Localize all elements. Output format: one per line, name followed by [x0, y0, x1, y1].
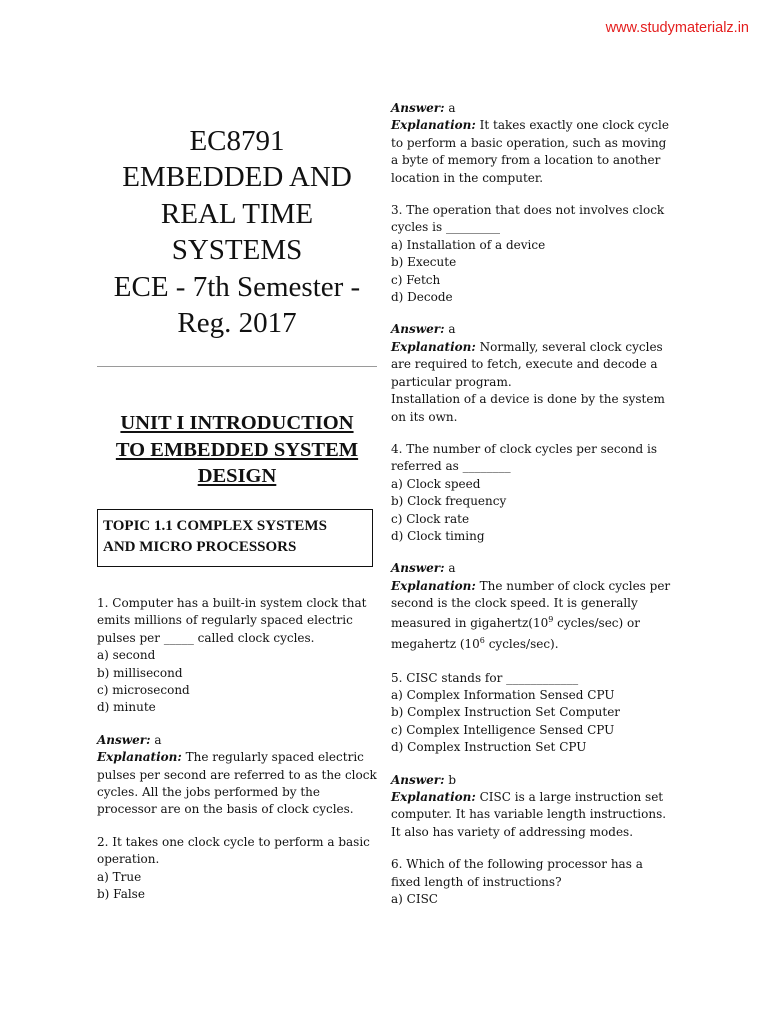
option: b) Complex Instruction Set Computer [391, 705, 621, 720]
option: a) Clock speed [391, 476, 481, 491]
exponent: 9 [548, 614, 554, 624]
explanation-text: It also has variety of addressing modes. [391, 824, 634, 839]
option: c) Fetch [391, 272, 441, 287]
answer-1 [97, 732, 377, 819]
topic-line: TOPIC 1.1 COMPLEX SYSTEMS [103, 517, 327, 534]
explanation-text: CISC is a large instruction set [479, 790, 664, 804]
explanation-text: location in the computer. [391, 170, 544, 185]
right-column [391, 100, 681, 908]
question-6 [391, 856, 681, 908]
explanation-text: The number of clock cycles per [479, 578, 671, 593]
explanation-text: The regularly spaced electric [185, 750, 364, 765]
answer-label: Answer: [391, 561, 445, 576]
question-text: 6. Which of the following processor has a [391, 857, 643, 872]
answer-label: Answer: [391, 772, 445, 787]
exponent: 6 [479, 635, 485, 645]
answer-3 [391, 321, 681, 425]
question-text: 2. It takes one clock cycle to perform a basic [97, 834, 370, 849]
question-text: emits millions of regularly spaced electric [97, 613, 353, 628]
answer-4 [391, 560, 681, 654]
answer-value: a [154, 732, 162, 747]
title-line: ECE - 7th Semester - [113, 270, 361, 303]
divider [97, 366, 377, 367]
explanation-label: Explanation: [391, 118, 476, 133]
question-4 [391, 441, 681, 545]
explanation-fragment: megahertz (10 [391, 636, 480, 651]
option: d) Decode [391, 290, 453, 305]
explanation-text: computer. It has variable length instructions. [391, 807, 667, 822]
unit-heading-line: UNIT I INTRODUCTION [120, 412, 354, 435]
option: a) Complex Information Sensed CPU [391, 687, 615, 702]
explanation-label: Explanation: [391, 790, 476, 804]
explanation-text: It takes exactly one clock cycle [479, 118, 669, 133]
option: c) microsecond [97, 682, 190, 697]
explanation-text [391, 613, 681, 634]
question-text: 5. CISC stands for ____________ [391, 670, 579, 685]
question-5 [391, 670, 681, 757]
answer-5 [391, 772, 681, 842]
answer-value: a [448, 101, 456, 115]
option: d) Clock timing [391, 528, 485, 543]
option: b) millisecond [97, 665, 183, 680]
option: c) Clock rate [391, 511, 470, 526]
explanation-text [391, 634, 681, 655]
answer-label: Answer: [391, 101, 445, 115]
explanation-fragment: measured in gigahertz(10 [391, 615, 549, 630]
explanation-fragment: cycles/sec). [484, 636, 559, 651]
explanation-label: Explanation: [97, 750, 182, 765]
question-3 [391, 202, 681, 306]
option: b) Clock frequency [391, 494, 507, 509]
explanation-text: Normally, several clock cycles [479, 339, 663, 354]
question-2 [97, 834, 377, 904]
option: b) False [97, 887, 145, 902]
option: c) Complex Intelligence Sensed CPU [391, 722, 615, 737]
title-line: EC8791 [189, 125, 285, 157]
question-1 [97, 595, 377, 717]
title-line: REAL TIME [160, 197, 314, 230]
explanation-text: Installation of a device is done by the system [391, 392, 665, 407]
question-text: fixed length of instructions? [391, 874, 562, 889]
answer-value: a [448, 322, 456, 337]
question-text: pulses per _____ called clock cycles. [97, 630, 315, 645]
site-url[interactable]: www.studymaterialz.in [605, 20, 749, 36]
title-line: Reg. 2017 [177, 307, 297, 340]
question-text: referred as ________ [391, 459, 511, 474]
explanation-text: to perform a basic operation, such as moving [391, 135, 667, 150]
unit-heading-line: TO EMBEDDED SYSTEM [115, 438, 359, 461]
answer-value: a [448, 561, 456, 576]
question-text: cycles is _________ [391, 220, 500, 235]
explanation-text: on its own. [391, 409, 458, 424]
topic-box [97, 509, 373, 567]
explanation-text: particular program. [391, 374, 512, 389]
answer-2 [391, 100, 681, 187]
left-column [97, 120, 377, 903]
explanation-text: pulses per second are referred to as the clock [97, 767, 377, 782]
explanation-text: second is the clock speed. It is generally [391, 596, 638, 611]
explanation-label: Explanation: [391, 339, 476, 354]
unit-heading-line: DESIGN [197, 465, 277, 488]
option: d) Complex Instruction Set CPU [391, 740, 587, 755]
option: a) second [97, 648, 156, 663]
title-line: SYSTEMS [171, 234, 303, 267]
explanation-text: a byte of memory from a location to another [391, 153, 661, 168]
answer-value: b [448, 772, 457, 787]
explanation-text: are required to fetch, execute and decode a [391, 357, 658, 372]
question-text: 3. The operation that does not involves clock [391, 203, 665, 218]
option: a) Installation of a device [391, 237, 546, 252]
option: a) CISC [391, 892, 438, 907]
question-text: operation. [97, 852, 160, 867]
option: a) True [97, 869, 142, 884]
explanation-text: cycles. All the jobs performed by the [97, 785, 320, 799]
title-line: EMBEDDED AND [122, 161, 352, 194]
unit-heading [97, 410, 377, 490]
option: b) Execute [391, 255, 457, 270]
topic-line: AND MICRO PROCESSORS [103, 538, 297, 555]
answer-label: Answer: [391, 322, 445, 337]
question-text: 4. The number of clock cycles per second is [391, 441, 658, 456]
question-text: 1. Computer has a built-in system clock that [97, 595, 367, 610]
explanation-fragment: cycles/sec) or [553, 615, 640, 630]
explanation-text: processor are on the basis of clock cycles. [97, 802, 354, 817]
option: d) minute [97, 700, 156, 715]
document-title [97, 123, 377, 341]
answer-label: Answer: [97, 732, 151, 747]
explanation-label: Explanation: [391, 578, 476, 593]
